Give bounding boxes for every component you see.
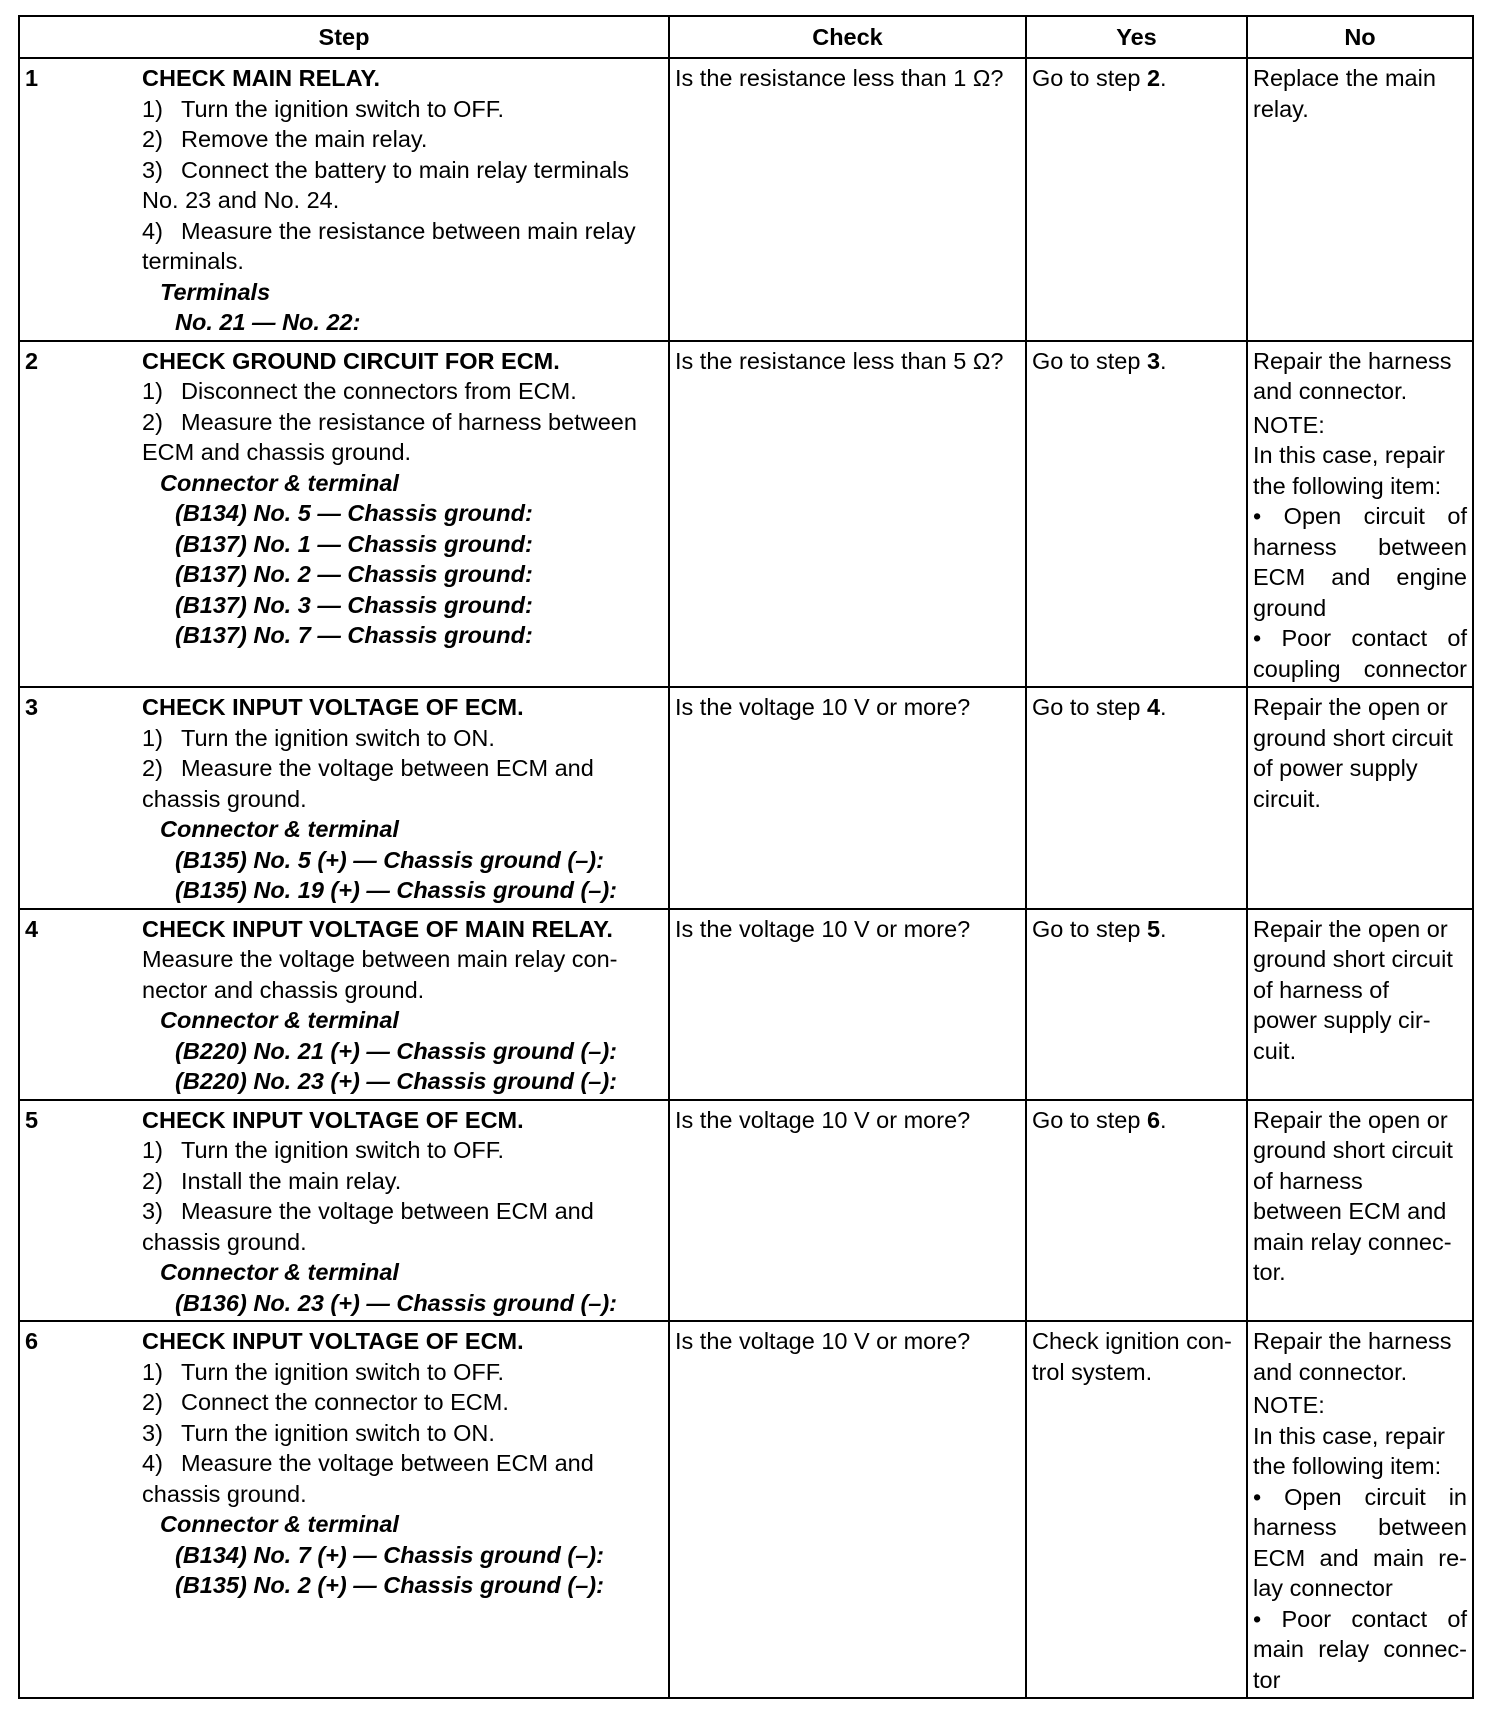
- instruction-number: 2): [142, 755, 163, 781]
- spec-terminal: (B134) No. 7 (+) — Chassis ground (–):: [175, 1541, 604, 1568]
- instruction-text: ECM and chassis ground.: [142, 439, 412, 465]
- instruction-text: Measure the voltage between ECM and: [181, 1198, 594, 1224]
- instruction-number: 2): [142, 408, 163, 435]
- step-instruction: [142, 723, 663, 754]
- step-cell: [19, 58, 669, 341]
- header-row: [19, 16, 1473, 58]
- spec-terminal: (B135) No. 19 (+) — Chassis ground (–):: [175, 877, 618, 903]
- spec-terminal: (B135) No. 5 (+) — Chassis ground (–):: [175, 846, 604, 873]
- step-instruction: [142, 1135, 663, 1166]
- step-title: CHECK INPUT VOLTAGE OF MAIN RELAY.: [142, 915, 613, 942]
- no-text: Repair the open or: [1253, 694, 1448, 720]
- no-text: Repair the open or: [1253, 915, 1448, 942]
- note-text: In this case, repair: [1253, 442, 1446, 468]
- step-title: CHECK INPUT VOLTAGE OF ECM.: [142, 694, 524, 720]
- no-text: Replace the main: [1253, 65, 1436, 91]
- note-text: the following item:: [1253, 472, 1442, 499]
- step-title: CHECK MAIN RELAY.: [142, 65, 381, 91]
- no-text: tor.: [1253, 1259, 1286, 1285]
- note-text: • Poor contact of: [1253, 1605, 1467, 1632]
- step-row: [19, 687, 1473, 909]
- instruction-text: Measure the voltage between main relay con-: [142, 946, 618, 972]
- spec-terminal: (B220) No. 21 (+) — Chassis ground (–):: [175, 1037, 618, 1064]
- check-cell: Is the voltage 10 V or more?: [669, 687, 1026, 909]
- no-text: between ECM and: [1253, 1198, 1447, 1224]
- step-instruction: [142, 1357, 663, 1388]
- spec-terminal: (B137) No. 1 — Chassis ground:: [175, 530, 533, 557]
- no-cell: [1247, 58, 1473, 341]
- no-text: relay.: [1253, 95, 1309, 122]
- spec-terminal: No. 21 — No. 22:: [175, 309, 361, 335]
- yes-text-end: .: [1160, 915, 1167, 942]
- step-title: CHECK GROUND CIRCUIT FOR ECM.: [142, 347, 560, 374]
- instruction-text: Connect the battery to main relay terminals: [181, 156, 630, 183]
- step-row: [19, 341, 1473, 688]
- header-yes: Yes: [1026, 16, 1247, 58]
- no-cell: [1247, 341, 1473, 688]
- spec-heading: Connector & terminal: [160, 1259, 399, 1285]
- step-number: 1: [25, 65, 39, 91]
- no-cell: [1247, 1321, 1473, 1698]
- step-instruction: [142, 216, 663, 247]
- instruction-number: 2): [142, 126, 163, 152]
- instruction-number: 3): [142, 1419, 163, 1446]
- instruction-number: 4): [142, 1450, 163, 1476]
- step-number: 2: [25, 347, 39, 374]
- step-cell: [19, 341, 669, 688]
- instruction-text: Disconnect the connectors from ECM.: [181, 378, 577, 404]
- step-instruction: [142, 1418, 663, 1449]
- step-instruction: [142, 1196, 663, 1227]
- no-text: and connector.: [1253, 378, 1408, 404]
- troubleshooting-table: [18, 15, 1474, 1699]
- note-text: • Open circuit in: [1253, 1483, 1467, 1510]
- note-text: • Open circuit of: [1253, 503, 1467, 529]
- note-text: tor: [1253, 1666, 1281, 1693]
- no-text: ground short circuit: [1253, 946, 1453, 972]
- yes-cell: [1026, 687, 1247, 909]
- no-text: of power supply: [1253, 755, 1418, 781]
- spec-heading: Connector & terminal: [160, 469, 399, 496]
- note-heading: NOTE:: [1253, 1392, 1325, 1418]
- step-row: [19, 909, 1473, 1100]
- note-text: • Poor contact of: [1253, 625, 1467, 651]
- instruction-number: 3): [142, 156, 163, 183]
- step-number: 3: [25, 694, 39, 720]
- header-check: Check: [669, 16, 1026, 58]
- check-cell: Is the resistance less than 1 Ω?: [669, 58, 1026, 341]
- step-instruction: [142, 94, 663, 125]
- note-text: main relay connec-: [1253, 1636, 1467, 1662]
- step-title: CHECK INPUT VOLTAGE OF ECM.: [142, 1328, 524, 1354]
- step-instruction: [142, 155, 663, 186]
- spec-terminal: (B135) No. 2 (+) — Chassis ground (–):: [175, 1572, 604, 1598]
- no-text: ground short circuit: [1253, 1137, 1453, 1163]
- instruction-text: Turn the ignition switch to ON.: [181, 1419, 495, 1446]
- check-cell: Is the voltage 10 V or more?: [669, 909, 1026, 1100]
- note-text: the following item:: [1253, 1453, 1442, 1479]
- spec-heading: Connector & terminal: [160, 1511, 399, 1537]
- note-text: harness between: [1253, 533, 1467, 560]
- no-text: circuit.: [1253, 785, 1321, 812]
- next-step-number: 2: [1146, 65, 1161, 91]
- instruction-text: chassis ground.: [142, 1480, 307, 1507]
- instruction-number: 2): [142, 1389, 163, 1415]
- instruction-text: Install the main relay.: [181, 1167, 402, 1194]
- step-number: 5: [25, 1106, 39, 1133]
- no-text: Repair the harness: [1253, 1328, 1452, 1354]
- step-row: [19, 58, 1473, 341]
- note-heading: NOTE:: [1253, 411, 1325, 438]
- note-text: lay connector: [1253, 1575, 1393, 1601]
- no-cell: [1247, 909, 1473, 1100]
- next-step-number: 6: [1146, 1106, 1161, 1133]
- step-instruction: [142, 124, 663, 155]
- check-cell: Is the voltage 10 V or more?: [669, 1100, 1026, 1322]
- yes-text-end: .: [1160, 65, 1167, 91]
- spec-terminal: (B137) No. 3 — Chassis ground:: [175, 591, 533, 618]
- step-instruction: [142, 753, 663, 784]
- instruction-number: 1): [142, 95, 163, 122]
- spec-heading: Terminals: [160, 278, 271, 305]
- note-text: In this case, repair: [1253, 1422, 1446, 1449]
- note-text: coupling connector: [1253, 655, 1467, 682]
- yes-cell: [1026, 58, 1247, 341]
- step-row: [19, 1100, 1473, 1322]
- note-text: harness between: [1253, 1514, 1467, 1540]
- next-step-number: 5: [1146, 915, 1161, 942]
- spec-heading: Connector & terminal: [160, 816, 399, 842]
- instruction-number: 1): [142, 1358, 163, 1385]
- step-instruction: [142, 1387, 663, 1418]
- check-cell: Is the voltage 10 V or more?: [669, 1321, 1026, 1698]
- instruction-text: Turn the ignition switch to ON.: [181, 724, 495, 751]
- yes-cell: [1026, 909, 1247, 1100]
- instruction-text: Turn the ignition switch to OFF.: [181, 1137, 505, 1163]
- instruction-text: nector and chassis ground.: [142, 976, 425, 1003]
- yes-cell: [1026, 341, 1247, 688]
- step-cell: [19, 1321, 669, 1698]
- instruction-text: Turn the ignition switch to OFF.: [181, 1358, 505, 1385]
- spec-terminal: (B220) No. 23 (+) — Chassis ground (–):: [175, 1068, 618, 1094]
- note-text: ECM and engine: [1253, 564, 1467, 590]
- instruction-text: Measure the voltage between ECM and: [181, 755, 594, 781]
- spec-terminal: (B137) No. 2 — Chassis ground:: [175, 561, 533, 587]
- note-text: ground: [1253, 594, 1327, 621]
- instruction-text: chassis ground.: [142, 785, 307, 812]
- instruction-number: 1): [142, 378, 163, 404]
- no-text: and connector.: [1253, 1358, 1408, 1385]
- yes-cell: [1026, 1321, 1247, 1698]
- step-instruction: [142, 1166, 663, 1197]
- step-title: CHECK INPUT VOLTAGE OF ECM.: [142, 1106, 524, 1133]
- instruction-number: 1): [142, 724, 163, 751]
- no-text: of harness of: [1253, 976, 1389, 1003]
- instruction-text: Turn the ignition switch to OFF.: [181, 95, 505, 122]
- no-text: ground short circuit: [1253, 724, 1453, 751]
- spec-heading: Connector & terminal: [160, 1007, 399, 1033]
- no-text: Repair the harness: [1253, 347, 1452, 374]
- yes-text: Go to step: [1032, 694, 1147, 720]
- instruction-text: chassis ground.: [142, 1228, 307, 1255]
- no-cell: [1247, 687, 1473, 909]
- instruction-number: 1): [142, 1137, 163, 1163]
- spec-terminal: (B134) No. 5 — Chassis ground:: [175, 500, 533, 526]
- instruction-text: Measure the voltage between ECM and: [181, 1450, 594, 1476]
- note-text: ECM and main re-: [1253, 1544, 1467, 1571]
- instruction-number: 4): [142, 217, 163, 244]
- no-text: of harness: [1253, 1167, 1363, 1194]
- step-number: 6: [25, 1328, 39, 1354]
- step-cell: [19, 687, 669, 909]
- no-text: power supply cir-: [1253, 1007, 1431, 1033]
- yes-text: Go to step: [1032, 347, 1147, 374]
- step-number: 4: [25, 915, 39, 942]
- yes-text: Go to step: [1032, 1106, 1147, 1133]
- step-row: [19, 1321, 1473, 1698]
- instruction-text: Remove the main relay.: [181, 126, 428, 152]
- yes-text-end: .: [1160, 1106, 1167, 1133]
- instruction-text: terminals.: [142, 248, 244, 274]
- yes-text: Go to step: [1032, 915, 1147, 942]
- step-instruction: [142, 376, 663, 407]
- yes-text-end: .: [1160, 347, 1167, 374]
- step-cell: [19, 1100, 669, 1322]
- step-cell: [19, 909, 669, 1100]
- instruction-number: 3): [142, 1198, 163, 1224]
- spec-terminal: (B136) No. 23 (+) — Chassis ground (–):: [175, 1289, 618, 1316]
- no-text: cuit.: [1253, 1037, 1297, 1064]
- yes-text: Go to step: [1032, 65, 1147, 91]
- spec-terminal: (B137) No. 7 — Chassis ground:: [175, 622, 533, 648]
- no-text: Repair the open or: [1253, 1106, 1448, 1133]
- instruction-text: Measure the resistance of harness between: [181, 408, 637, 435]
- yes-text-end: .: [1160, 694, 1167, 720]
- no-text: main relay connec-: [1253, 1228, 1452, 1255]
- instruction-number: 2): [142, 1167, 163, 1194]
- check-cell: Is the resistance less than 5 Ω?: [669, 341, 1026, 688]
- header-no: No: [1247, 16, 1473, 58]
- instruction-text: Measure the resistance between main relay: [181, 217, 636, 244]
- step-instruction: [142, 1448, 663, 1479]
- next-step-number: 3: [1146, 347, 1161, 374]
- yes-text: trol system.: [1032, 1358, 1153, 1385]
- step-instruction: [142, 407, 663, 438]
- instruction-text: No. 23 and No. 24.: [142, 187, 340, 213]
- no-cell: [1247, 1100, 1473, 1322]
- header-step: Step: [19, 16, 669, 58]
- yes-cell: [1026, 1100, 1247, 1322]
- next-step-number: 4: [1146, 694, 1161, 720]
- instruction-text: Connect the connector to ECM.: [181, 1389, 509, 1415]
- yes-text: Check ignition con-: [1032, 1328, 1232, 1354]
